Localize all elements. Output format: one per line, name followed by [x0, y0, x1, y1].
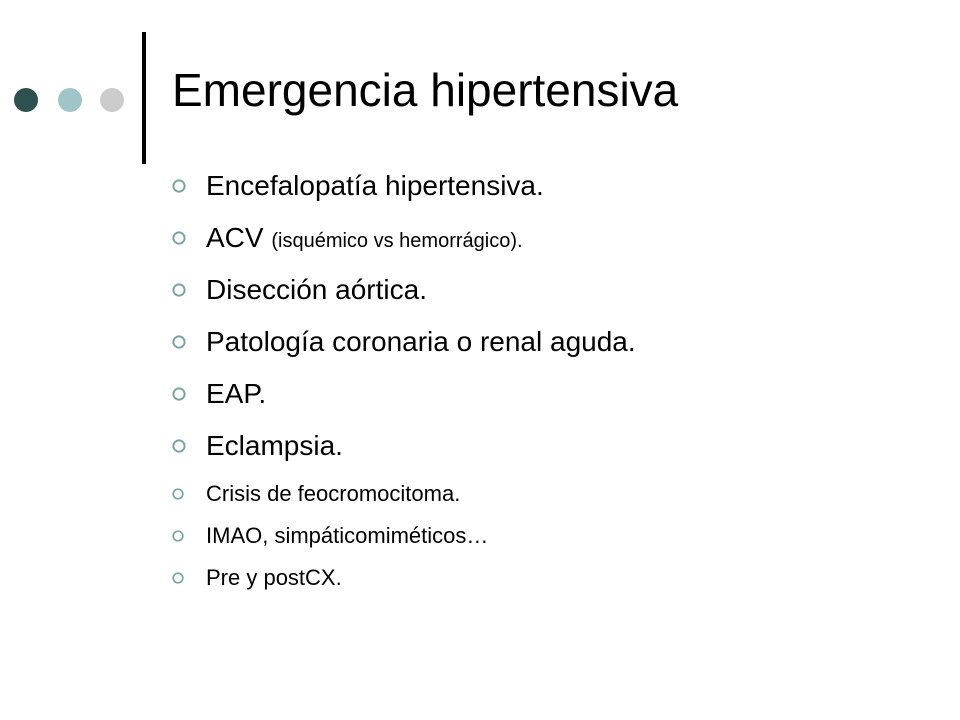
- decorative-dots: [14, 88, 124, 112]
- ring-bullet-icon: [172, 572, 184, 584]
- title-divider: [142, 32, 146, 164]
- gray-dot-icon: [100, 88, 124, 112]
- bullet-text: IMAO, simpáticomiméticos…: [206, 523, 489, 548]
- bullet-text-with-note: [206, 218, 523, 261]
- slide-title: Emergencia hipertensiva: [172, 64, 679, 116]
- ring-bullet-icon: [172, 488, 184, 500]
- bullet-text: Crisis de feocromocitoma.: [206, 481, 461, 506]
- bullet-text: Disección aórtica.: [206, 274, 427, 305]
- ring-bullet-icon: [172, 179, 186, 193]
- bullet-text: Pre y postCX.: [206, 565, 342, 590]
- dark-teal-dot-icon: [14, 88, 38, 112]
- bullet-text: EAP.: [206, 378, 267, 409]
- ring-bullet-icon: [172, 283, 186, 297]
- bullet-text: ACV: [206, 222, 264, 253]
- light-teal-dot-icon: [58, 88, 82, 112]
- ring-bullet-icon: [172, 530, 184, 542]
- bullet-note: (isquémico vs hemorrágico).: [271, 230, 523, 252]
- bullet-text: Encefalopatía hipertensiva.: [206, 170, 544, 201]
- bullet-text: Eclampsia.: [206, 430, 343, 461]
- ring-bullet-icon: [172, 335, 186, 349]
- bullet-text: Patología coronaria o renal aguda.: [206, 326, 636, 357]
- ring-bullet-icon: [172, 439, 186, 453]
- ring-bullet-icon: [172, 231, 186, 245]
- ring-bullet-icon: [172, 387, 186, 401]
